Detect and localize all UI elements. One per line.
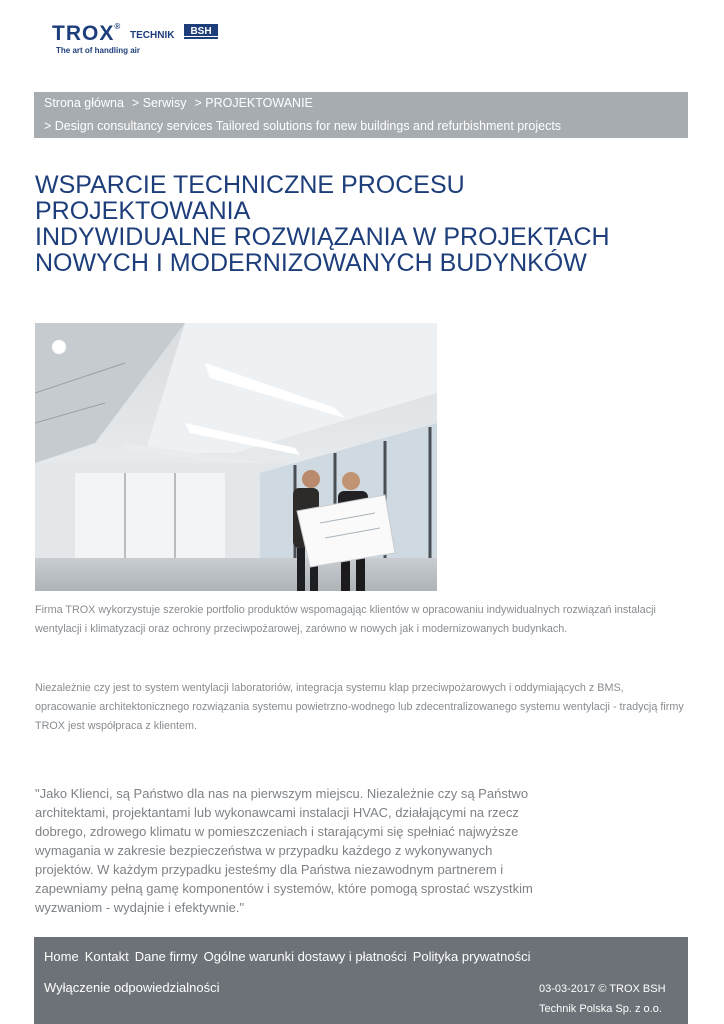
footer-link[interactable]: Kontakt [84,949,129,964]
page-title-line: PROJEKTOWANIA [35,197,251,225]
svg-text:BSH: BSH [190,26,212,37]
breadcrumb-item[interactable]: Strona główna [44,96,124,110]
footer-link[interactable]: Dane firmy [134,949,198,964]
breadcrumb [34,92,688,138]
intro-paragraph: Firma TROX wykorzystuje szerokie portfolio produktów wspomagając klientów w opracowaniu indywidualnych rozwiązań instalacji wentylacji i klimatyzacji oraz ochrony przeciwpożarowej, zarówno w nowych jak i modernizowanych budynkach. [35,604,656,635]
trox-logo[interactable] [52,22,222,58]
footer-link[interactable]: Ogólne warunki dostawy i płatności [203,949,407,964]
footer-link[interactable]: Home [44,949,79,964]
footer-copyright: 03-03-2017 © TROX BSH Technik Polska Sp. z o.o. [539,983,666,1015]
page-title-line: INDYWIDUALNE ROZWIĄZANIA W PROJEKTACH [35,223,610,251]
breadcrumb-item[interactable]: > Serwisy [131,96,187,110]
logo-tagline: The art of handling air [56,46,141,55]
tradition-paragraph: Niezależnie czy jest to system wentylacji laboratoriów, integracja systemu klap przeciwpożarowych i oddymiających z BMS, opracowanie architektonicznego rozwiązania systemu powietrzno-wodnego lub zdecentralizowanego systemu wentylacji - tradycją firmy TROX jest współpraca z klientem. [35,682,684,732]
bsh-logo-icon [184,24,218,40]
footer [34,937,688,1024]
breadcrumb-current[interactable]: > Design consultancy services Tailored solutions for new buildings and refurbishment projects [44,119,562,133]
customer-quote: "Jako Klienci, są Państwo dla nas na pierwszym miejscu. Niezależnie czy są Państwo architektami, projektantami lub wykonawcami instalacji HVAC, działającymi na rzecz dobrego, zdrowego klimatu w pomieszczeniach i starającymi się spełniać najwyższe wymagania w zakresie bezpieczeństwa w przypadku każdego z wykonywanych projektów. W każdym przypadku jesteśmy dla Państwa niezawodnym partnerem i zapewniamy pełną gamę komponentów i systemów, które pomogą sprostać wszystkim wyzwaniom - wydajnie i efektywnie." [35,786,533,915]
page-title-line: WSPARCIE TECHNICZNE PROCESU [35,171,465,199]
office-photo [35,323,437,591]
footer-link-disclaimer[interactable]: Wyłączenie odpowiedzialności [44,980,220,995]
logo-brand: TROX® [52,22,122,45]
page-title-line: NOWYCH I MODERNIZOWANYCH BUDYNKÓW [35,249,587,277]
logo-technik: TECHNIK [130,30,175,41]
page-title [35,172,685,276]
footer-link[interactable]: Polityka prywatności [412,949,531,964]
breadcrumb-item[interactable]: > PROJEKTOWANIE [194,96,313,110]
